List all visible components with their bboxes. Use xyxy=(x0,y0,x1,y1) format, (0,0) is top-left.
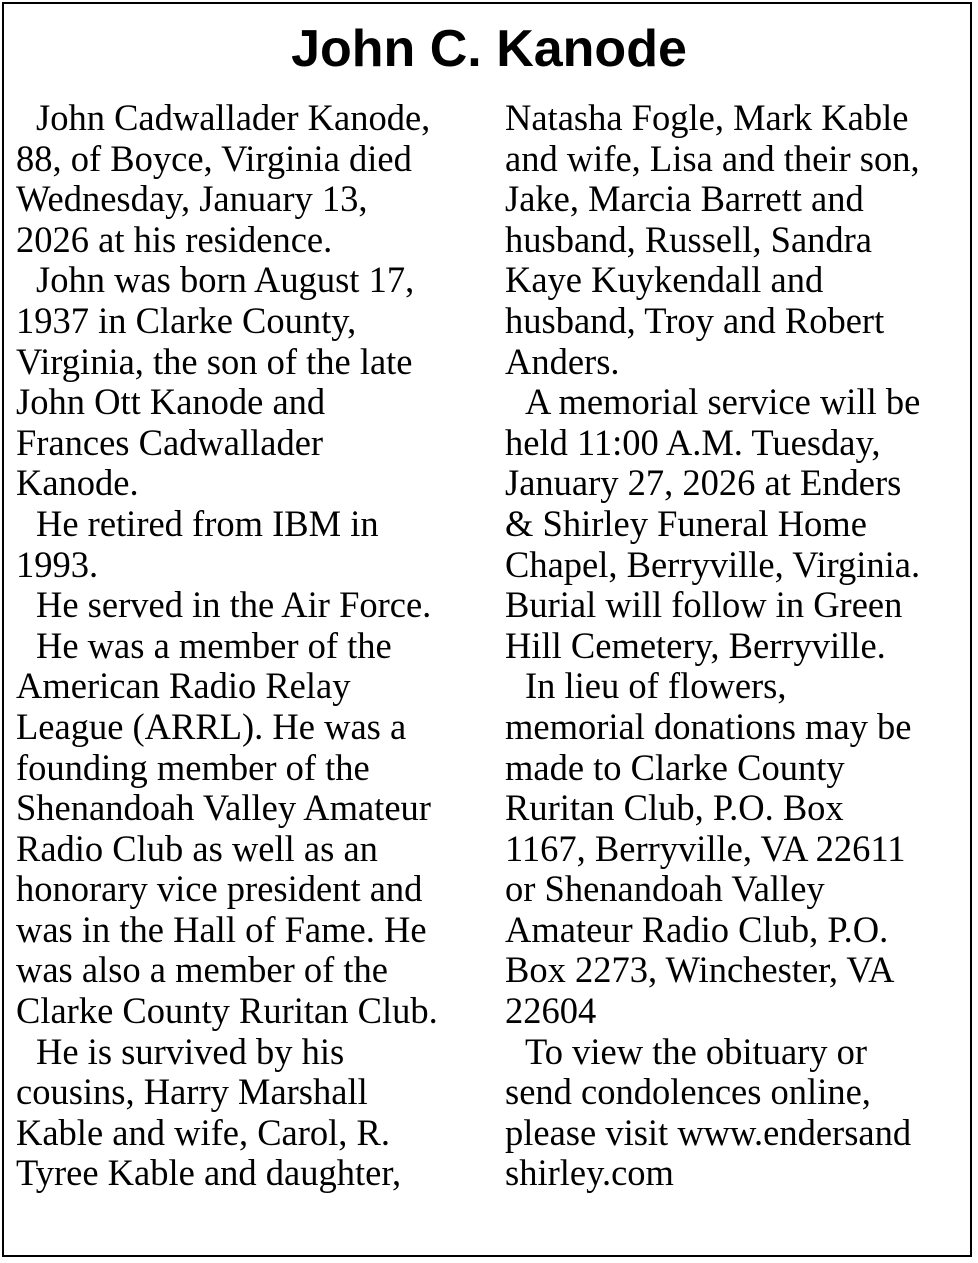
obituary-text-line: Natasha Fogle, Mark Kable xyxy=(505,97,909,138)
obituary-text-line: He was a member of the xyxy=(36,624,392,666)
obituary-text-line: Anders. xyxy=(505,340,620,382)
obituary-text-line: In lieu of flowers, xyxy=(525,665,787,707)
obituary-text-line: Kanode. xyxy=(16,462,139,504)
obituary-text-line: He retired from IBM in xyxy=(36,502,379,544)
obituary-text-line: cousins, Harry Marshall xyxy=(16,1071,368,1113)
obituary-text-line: send condolences online, xyxy=(505,1071,871,1113)
obituary-left-column xyxy=(16,98,486,1194)
obituary-text-line: Ruritan Club, P.O. Box xyxy=(505,787,844,829)
obituary-text-line: January 27, 2026 at Enders xyxy=(505,462,902,504)
obituary-text-line: Amateur Radio Club, P.O. xyxy=(505,908,889,950)
obituary-text-line: American Radio Relay xyxy=(16,665,351,707)
obituary-text-line: honorary vice president and xyxy=(16,868,423,910)
obituary-text-line: memorial donations may be xyxy=(505,705,912,747)
obituary-text-line: A memorial service will be xyxy=(525,381,921,423)
obituary-text-line: 1937 in Clarke County, xyxy=(16,299,357,341)
obituary-text-line: Wednesday, January 13, xyxy=(16,178,368,220)
obituary-text-line: husband, Troy and Robert xyxy=(505,299,885,341)
obituary-text-line: 1993. xyxy=(16,543,99,585)
obituary-text-line: Virginia, the son of the late xyxy=(16,340,413,382)
obituary-text-line: He is survived by his xyxy=(36,1030,345,1072)
obituary-text-line: was in the Hall of Fame. He xyxy=(16,908,427,950)
obituary-text-line: please visit www.endersand xyxy=(505,1111,912,1153)
obituary-text-line: Jake, Marcia Barrett and xyxy=(505,178,864,220)
obituary-text-line: Kable and wife, Carol, R. xyxy=(16,1111,391,1153)
obituary-text-line: shirley.com xyxy=(505,1152,674,1194)
obituary-text-line: or Shenandoah Valley xyxy=(505,868,825,910)
obituary-text-line: and wife, Lisa and their son, xyxy=(505,137,920,179)
obituary-text-line: 22604 xyxy=(505,990,597,1032)
obituary-text-line: John Ott Kanode and xyxy=(16,381,326,423)
obituary-text-line: Radio Club as well as an xyxy=(16,827,378,869)
obituary-text-line: Shenandoah Valley Amateur xyxy=(16,787,431,829)
obituary-text-line: was also a member of the xyxy=(16,949,388,991)
obituary-text-line: Kaye Kuykendall and xyxy=(505,259,824,301)
obituary-text-line: To view the obituary or xyxy=(525,1030,868,1072)
obituary-title: John C. Kanode xyxy=(291,20,687,78)
obituary-text-line: Clarke County Ruritan Club. xyxy=(16,990,438,1032)
obituary-text-line: John Cadwallader Kanode, xyxy=(36,97,431,138)
obituary-text-line: Burial will follow in Green xyxy=(505,584,903,626)
obituary-text-line: held 11:00 A.M. Tuesday, xyxy=(505,421,881,463)
obituary-text-line: Box 2273, Winchester, VA xyxy=(505,949,895,991)
obituary-text-line: Chapel, Berryville, Virginia. xyxy=(505,543,921,585)
obituary-text-line: husband, Russell, Sandra xyxy=(505,218,872,260)
obituary-text-line: He served in the Air Force. xyxy=(36,584,432,626)
obituary-text-line: Hill Cemetery, Berryville. xyxy=(505,624,886,666)
obituary-text-line: made to Clarke County xyxy=(505,746,845,788)
obituary-text-line: founding member of the xyxy=(16,746,370,788)
obituary-text-line: 1167, Berryville, VA 22611 xyxy=(505,827,906,869)
obituary-text-line: 2026 at his residence. xyxy=(16,218,333,260)
obituary-text-line: John was born August 17, xyxy=(36,259,415,301)
obituary-text-line: & Shirley Funeral Home xyxy=(505,502,867,544)
obituary-text-line: League (ARRL). He was a xyxy=(16,705,407,747)
obituary-text-line: 88, of Boyce, Virginia died xyxy=(16,137,412,179)
obituary-text-line: Frances Cadwallader xyxy=(16,421,324,463)
obituary-right-column xyxy=(505,98,965,1194)
obituary-text-line: Tyree Kable and daughter, xyxy=(16,1152,402,1194)
